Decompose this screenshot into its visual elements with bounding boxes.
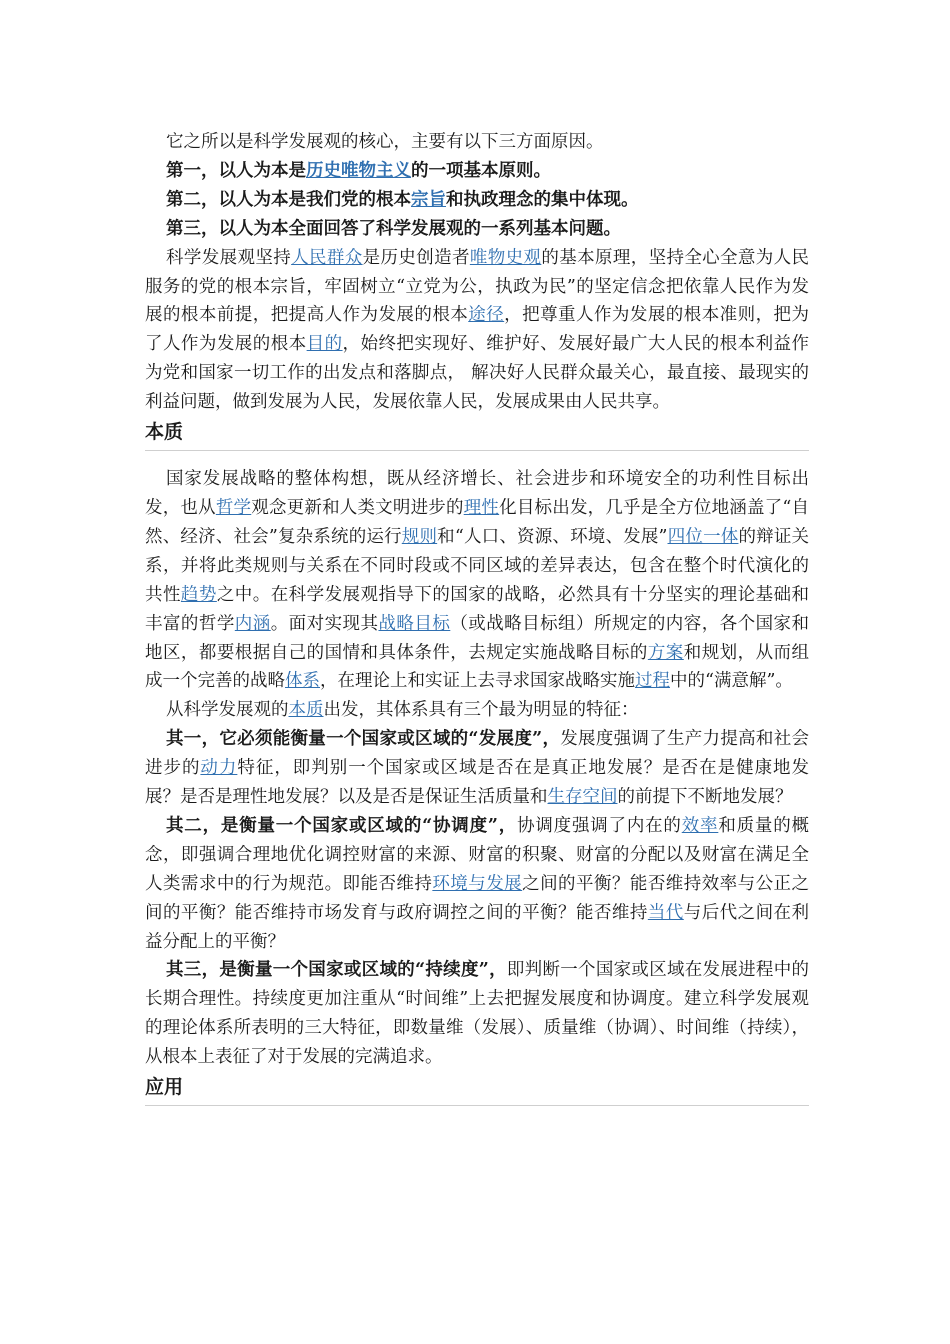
link-process[interactable]: 过程	[635, 671, 670, 692]
strategy-para-text: 观念更新和人类文明进步的	[251, 497, 464, 518]
link-essence[interactable]: 本质	[288, 700, 324, 721]
strategy-para-text: 之中。在科学发展观指导下的国家的战略，必然具有十分坚实的理论基础和丰富的哲学	[145, 584, 810, 634]
feature-development	[145, 725, 809, 812]
strategy-para-text: 化目标出发，几乎是全方位地涵盖了“自然、经济、社会”复杂系统的运行	[145, 497, 810, 547]
people-para-text: 是历史创造者	[362, 247, 470, 268]
link-living-space[interactable]: 生存空间	[547, 787, 618, 808]
link-materialist-history[interactable]: 唯物史观	[469, 247, 542, 268]
section-gap	[145, 451, 809, 465]
people-para-text: ，始终把实现好、维护好、发展好最广大人民的根本利益作为党和国家一切工作的出发点和落脚点， 解决好人民群众最关心，最直接、最现实的利益问题，做到发展为人民，发展依靠人民，发展成果由人民共享。	[145, 334, 810, 413]
reason-first	[145, 157, 809, 186]
feature-sustainability	[145, 956, 809, 1072]
feature-coordination-text: 之间的平衡？能否维持效率与公正之间的平衡？能否维持市场发育与政府调控之间的平衡？能否维持	[145, 873, 810, 923]
people-para-text: ，把尊重人作为发展的根本准则，把为了人作为发展的根本	[145, 305, 810, 355]
strategy-para-text: 和规划，从而组成一个完善的战略	[145, 642, 810, 692]
link-goal[interactable]: 目的	[306, 334, 343, 355]
link-plan[interactable]: 方案	[647, 642, 684, 663]
feature-coordination-text: 与后代之间在利益分配上的平衡？	[145, 902, 810, 952]
link-contemporary[interactable]: 当代	[647, 902, 684, 923]
strategy-paragraph	[145, 465, 809, 696]
link-approach[interactable]: 途径	[468, 305, 505, 326]
features-intro	[145, 696, 809, 725]
reason-second-post: 和执政理念的集中体现。	[446, 189, 639, 210]
feature-sustainability-title: 其三，是衡量一个国家或区域的“持续度”，	[166, 960, 507, 981]
feature-coordination-title: 其二，是衡量一个国家或区域的“协调度”，	[166, 815, 518, 836]
strategy-para-text: 和“人口、资源、环境、发展”	[437, 526, 668, 547]
document-page	[145, 128, 809, 1106]
strategy-para-text: 中的“满意解”。	[670, 671, 793, 692]
people-para-text: 科学发展观坚持	[166, 247, 292, 268]
feature-coordination	[145, 812, 809, 957]
reason-second	[145, 186, 809, 215]
reason-third	[145, 215, 809, 244]
reason-first-pre: 第一，以人为本是	[166, 160, 306, 181]
link-historical-materialism[interactable]: 历史唯物主义	[306, 160, 411, 181]
feature-coordination-text: 和质量的概念，即强调合理地优化调控财富的来源、财富的积聚、财富的分配以及财富在满足全人类需求中的行为规范。即能否维持	[145, 815, 810, 894]
people-para-text: 的基本原理，坚持全心全意为人民服务的党的根本宗旨，牢固树立“立党为公，执政为民”的坚定信念把依靠人民作为发展的根本前提，把提高人作为发展的根本	[145, 247, 810, 326]
link-purpose[interactable]: 宗旨	[411, 189, 446, 210]
intro-line	[145, 128, 809, 157]
link-strategic-goal[interactable]: 战略目标	[378, 613, 451, 634]
strategy-para-text: 国家发展战略的整体构想，既从经济增长、社会进步和环境安全的功利性目标出发，也从	[145, 469, 809, 518]
feature-sustainability-text: 即判断一个国家或区域在发展进程中的长期合理性。持续度更加注重从“时间维”上去把握发展度和协调度。建立科学发展观的理论体系所表明的三大特征，即数量维（发展）、质量维（协调）、时间维（持续），从根本上表征了对于发展的完满追求。	[145, 960, 809, 1068]
feature-coordination-text: 协调度强调了内在的	[517, 815, 682, 836]
link-connotation[interactable]: 内涵	[234, 613, 271, 634]
link-philosophy[interactable]: 哲学	[215, 497, 252, 518]
features-intro-text: 出发，其体系具有三个最为明显的特征：	[323, 700, 639, 721]
section-heading-essence: 本质	[145, 418, 809, 451]
features-intro-text: 从科学发展观的	[166, 700, 289, 721]
link-four-in-one[interactable]: 四位一体	[667, 526, 739, 547]
reason-first-post: 的一项基本原则。	[411, 160, 551, 181]
intro-text: 它之所以是科学发展观的核心，主要有以下三方面原因。	[166, 132, 604, 152]
strategy-para-text: 的辩证关系，并将此类规则与关系在不同时段或不同区域的差异表达，包含在整个时代演化的共性	[145, 526, 810, 605]
strategy-para-text: ，在理论上和实证上去寻求国家战略实施	[320, 671, 635, 692]
link-rules[interactable]: 规则	[401, 526, 438, 547]
link-dynamics[interactable]: 动力	[200, 758, 238, 779]
section-heading-application: 应用	[145, 1073, 809, 1106]
feature-development-text: 的前提下不断地发展？	[617, 787, 793, 808]
link-efficiency[interactable]: 效率	[681, 815, 719, 836]
reason-second-pre: 第二，以人为本是我们党的根本	[166, 189, 411, 210]
link-environment-development[interactable]: 环境与发展	[432, 873, 523, 894]
link-system[interactable]: 体系	[285, 671, 320, 692]
link-the-people[interactable]: 人民群众	[291, 247, 363, 268]
feature-development-title: 其一，它必须能衡量一个国家或区域的“发展度”，	[166, 729, 561, 750]
feature-development-text: 特征，即判别一个国家或区域是否在是真正地发展？是否在是健康地发展？是否是理性地发展？以及是否是保证生活质量和	[145, 758, 810, 808]
people-paragraph	[145, 244, 809, 417]
strategy-para-text: （或战略目标组）所规定的内容，各个国家和地区，都要根据自己的国情和具体条件，去规定实施战略目标的	[145, 613, 810, 663]
link-trend[interactable]: 趋势	[180, 584, 217, 605]
link-rationality[interactable]: 理性	[463, 497, 500, 518]
strategy-para-text: 。面对实现其	[270, 613, 379, 634]
feature-development-text: 发展度强调了生产力提高和社会进步的	[145, 729, 809, 779]
reason-third-text: 第三，以人为本全面回答了科学发展观的一系列基本问题。	[166, 218, 621, 239]
